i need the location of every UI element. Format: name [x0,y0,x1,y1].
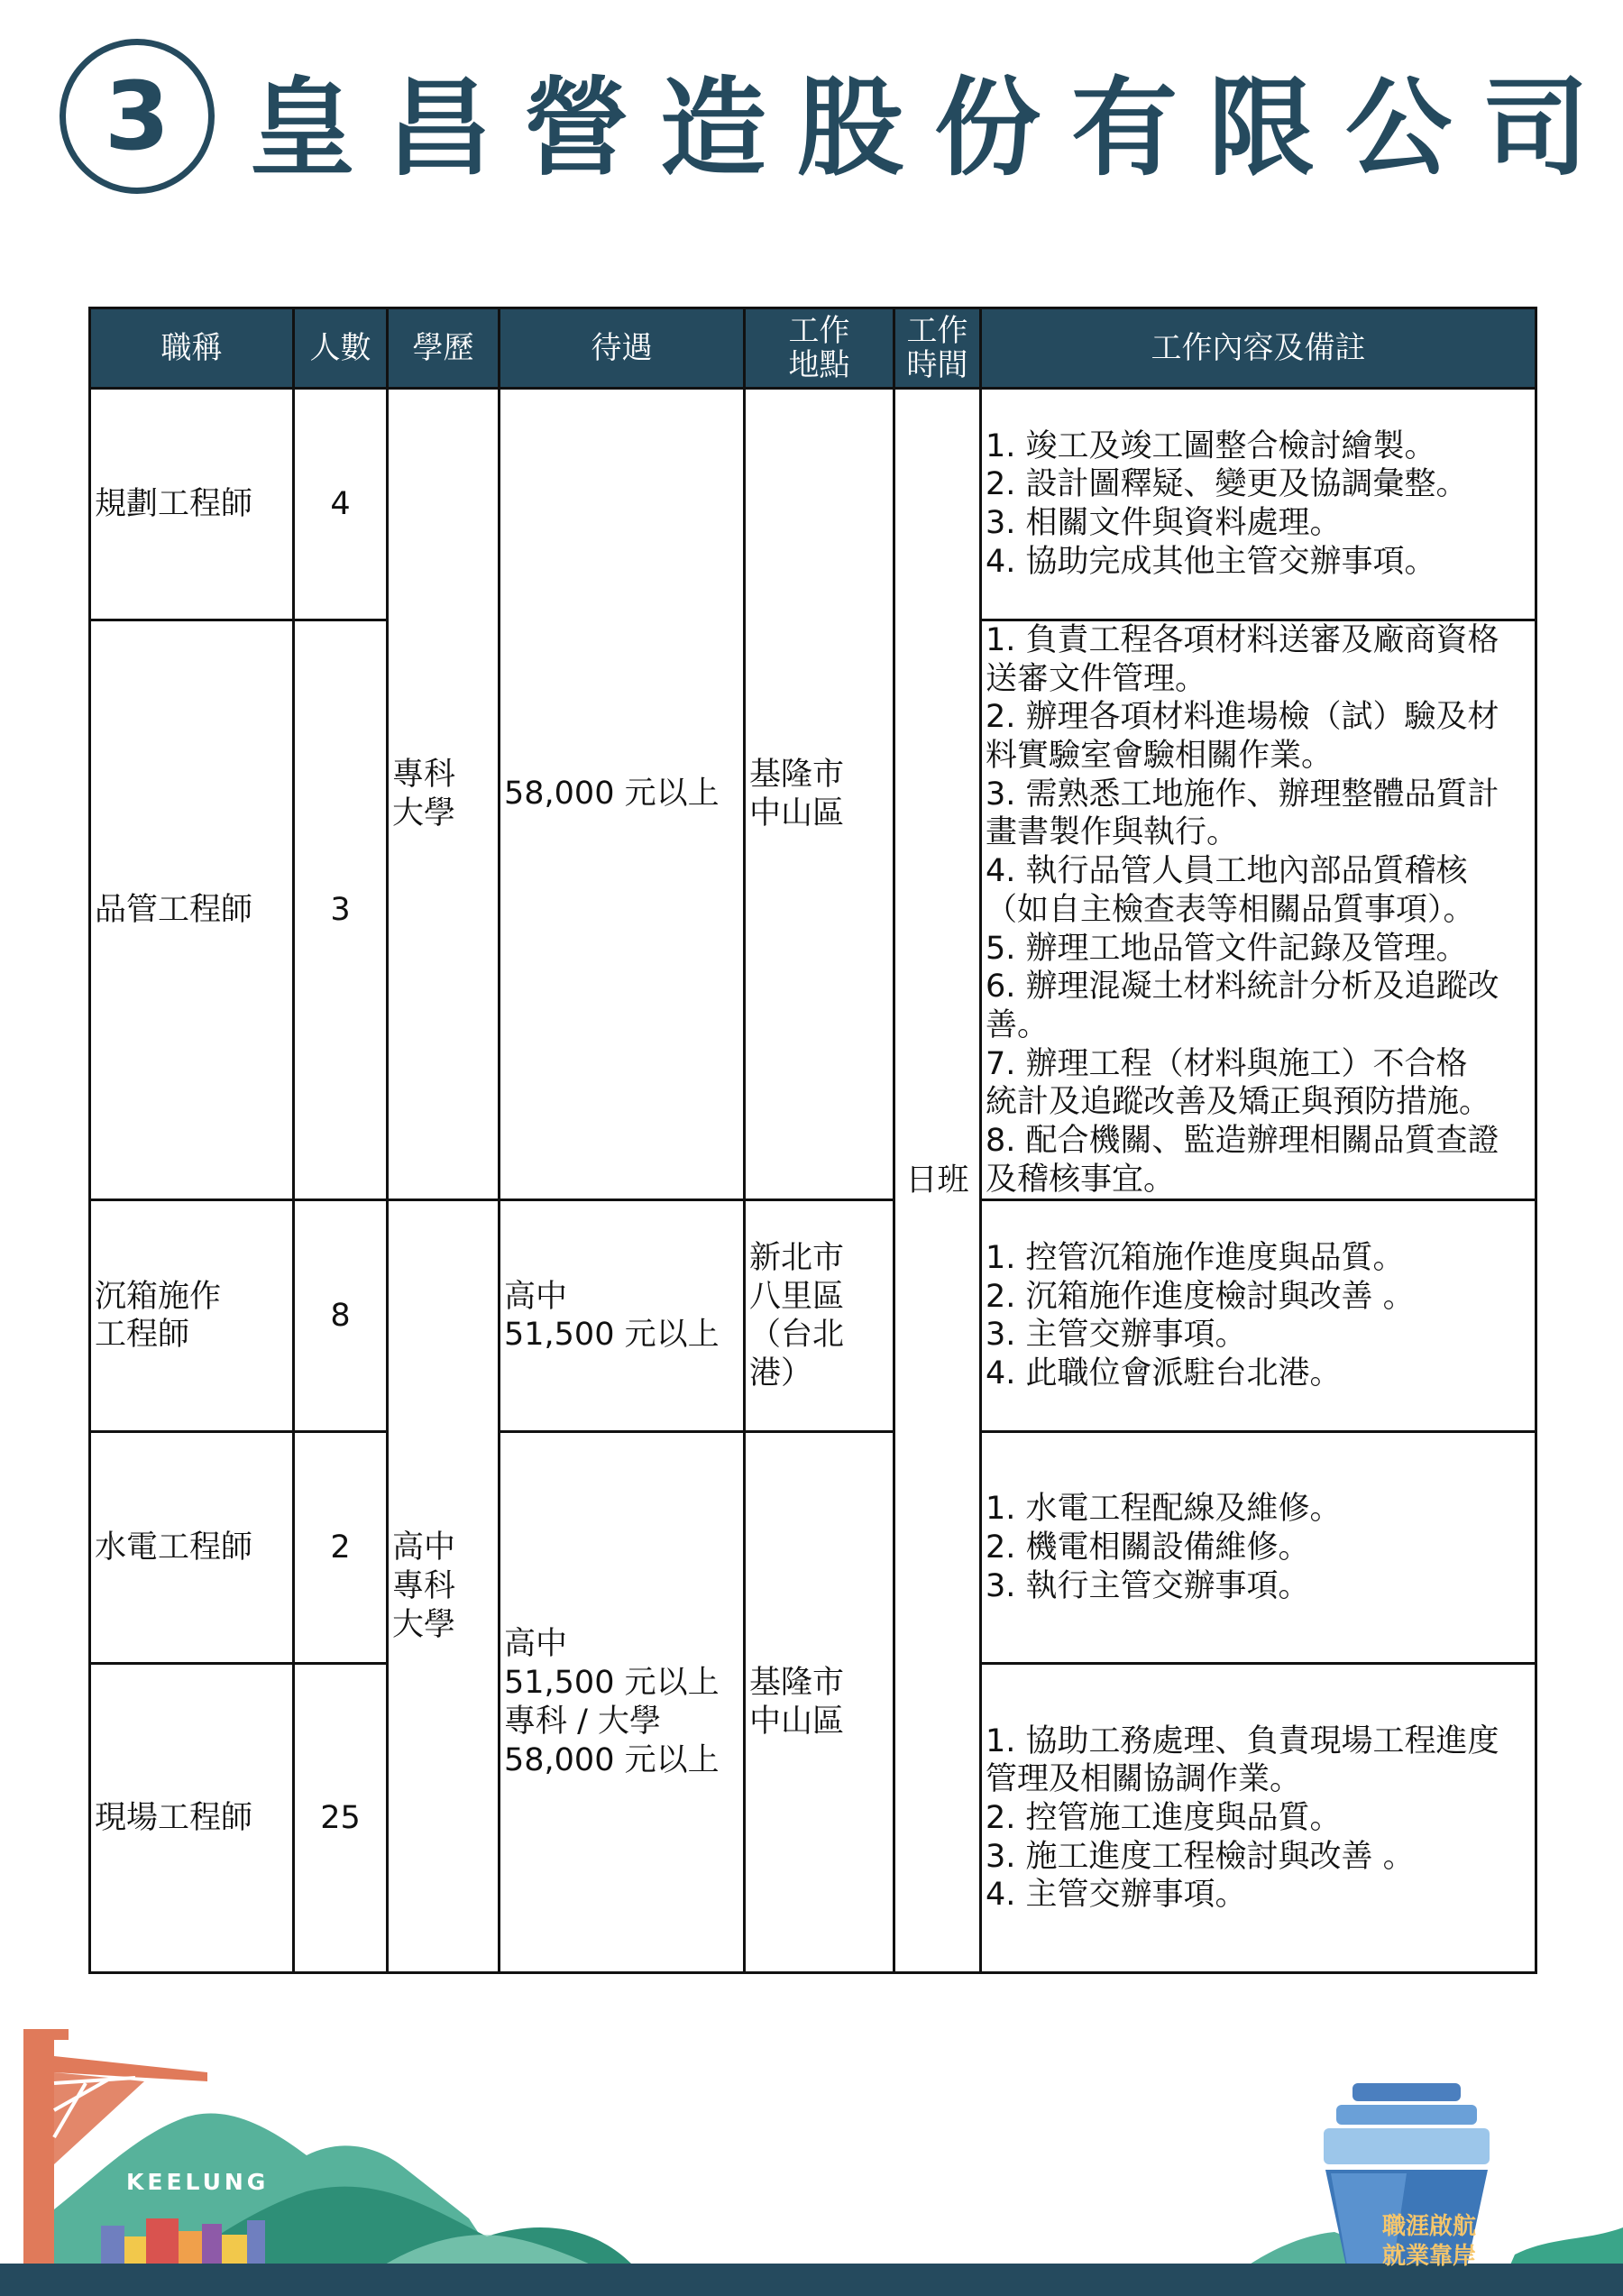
desc-line: 4. 執行品管人員工地內部品質稽核 [986,853,1468,890]
desc-line: 2. 辦理各項材料進場檢（試）驗及材 [986,699,1499,736]
description-cell [981,389,1536,620]
headcount-cell: 25 [294,1664,388,1973]
location-cell: 基隆市 中山區 [745,389,894,1200]
desc-line: 4. 此職位會派駐台北港。 [986,1355,1342,1391]
desc-line: 1. 協助工務處理、負責現場工程進度 [986,1722,1499,1759]
desc-line: 2. 機電相關設備維修。 [986,1529,1310,1566]
job-table [88,307,1537,1974]
location-cell: 基隆市 中山區 [745,1432,894,1973]
table-row [90,389,1536,620]
education-cell: 專科 大學 [388,389,500,1200]
desc-line: 及稽核事宜。 [986,1161,1176,1198]
title-number: 3 [104,61,170,171]
desc-line: （如自主檢查表等相關品質事項）。 [986,891,1475,928]
desc-line: 4. 協助完成其他主管交辦事項。 [986,543,1436,580]
desc-line: 4. 主管交辦事項。 [986,1877,1247,1914]
education-cell: 高中 專科 大學 [388,1200,500,1973]
header-title: 職稱 [90,308,294,389]
title-number-circle [60,39,215,194]
city-label: KEELUNG [126,2169,270,2195]
hours-cell: 日班 [894,389,981,1973]
desc-line: 8. 配合機關、監造辦理相關品質查證 [986,1122,1499,1159]
desc-line: 7. 辦理工程（材料與施工）不合格 [986,1045,1468,1082]
desc-line: 1. 竣工及竣工圖整合檢討繪製。 [986,427,1436,464]
desc-line: 1. 負責工程各項材料送審及廠商資格 [986,622,1499,658]
table-row [90,1200,1536,1432]
table-header-row [90,308,1536,389]
header-location: 工作 地點 [745,308,894,389]
company-title: 皇昌營造股份有限公司 [249,66,1620,190]
salary-cell: 高中 51,500 元以上 [500,1200,745,1432]
desc-line: 2. 控管施工進度與品質。 [986,1799,1342,1836]
desc-line: 送審文件管理。 [986,660,1207,697]
headcount-cell: 3 [294,620,388,1200]
location-cell: 新北市 八里區 （台北港） [745,1200,894,1432]
desc-line: 3. 施工進度工程檢討與改善 。 [986,1838,1415,1875]
headcount-cell: 8 [294,1200,388,1432]
job-title-cell: 水電工程師 [90,1432,294,1664]
header-education: 學歷 [388,308,500,389]
table-row [90,1432,1536,1664]
desc-line: 1. 控管沉箱施作進度與品質。 [986,1239,1405,1276]
description-cell [981,1200,1536,1432]
desc-line: 3. 相關文件與資料處理。 [986,505,1342,541]
description-cell [981,1664,1536,1973]
slogan-badge: 職涯啟航 就業靠岸 [1381,2213,1476,2271]
desc-line: 2. 沉箱施作進度檢討與改善 。 [986,1278,1415,1315]
job-title-cell: 規劃工程師 [90,389,294,620]
job-title-cell: 現場工程師 [90,1664,294,1973]
header-hours: 工作 時間 [894,308,981,389]
desc-line: 3. 主管交辦事項。 [986,1317,1247,1354]
desc-line: 6. 辦理混凝土材料統計分析及追蹤改善。 [986,969,1499,1043]
headcount-cell: 4 [294,389,388,620]
desc-line: 畫書製作與執行。 [986,814,1239,851]
desc-line: 統計及追蹤改善及矯正與預防措施。 [986,1084,1491,1121]
description-cell [981,620,1536,1200]
desc-line: 管理及相關協調作業。 [986,1761,1302,1798]
header-notes: 工作內容及備註 [981,308,1536,389]
desc-line: 1. 水電工程配線及維修。 [986,1491,1342,1528]
job-title-cell: 沉箱施作 工程師 [90,1200,294,1432]
desc-line: 3. 需熟悉工地施作、辦理整體品質計 [986,776,1499,813]
desc-line: 5. 辦理工地品管文件記錄及管理。 [986,930,1468,967]
headcount-cell: 2 [294,1432,388,1664]
desc-line: 料實驗室會驗相關作業。 [986,738,1334,775]
desc-line: 3. 執行主管交辦事項。 [986,1567,1310,1604]
salary-cell: 58,000 元以上 [500,389,745,1200]
header-count: 人數 [294,308,388,389]
salary-cell: 高中 51,500 元以上 專科 / 大學 58,000 元以上 [500,1432,745,1973]
job-title-cell: 品管工程師 [90,620,294,1200]
description-cell [981,1432,1536,1664]
desc-line: 2. 設計圖釋疑、變更及協調彙整。 [986,466,1468,503]
header-salary: 待遇 [500,308,745,389]
